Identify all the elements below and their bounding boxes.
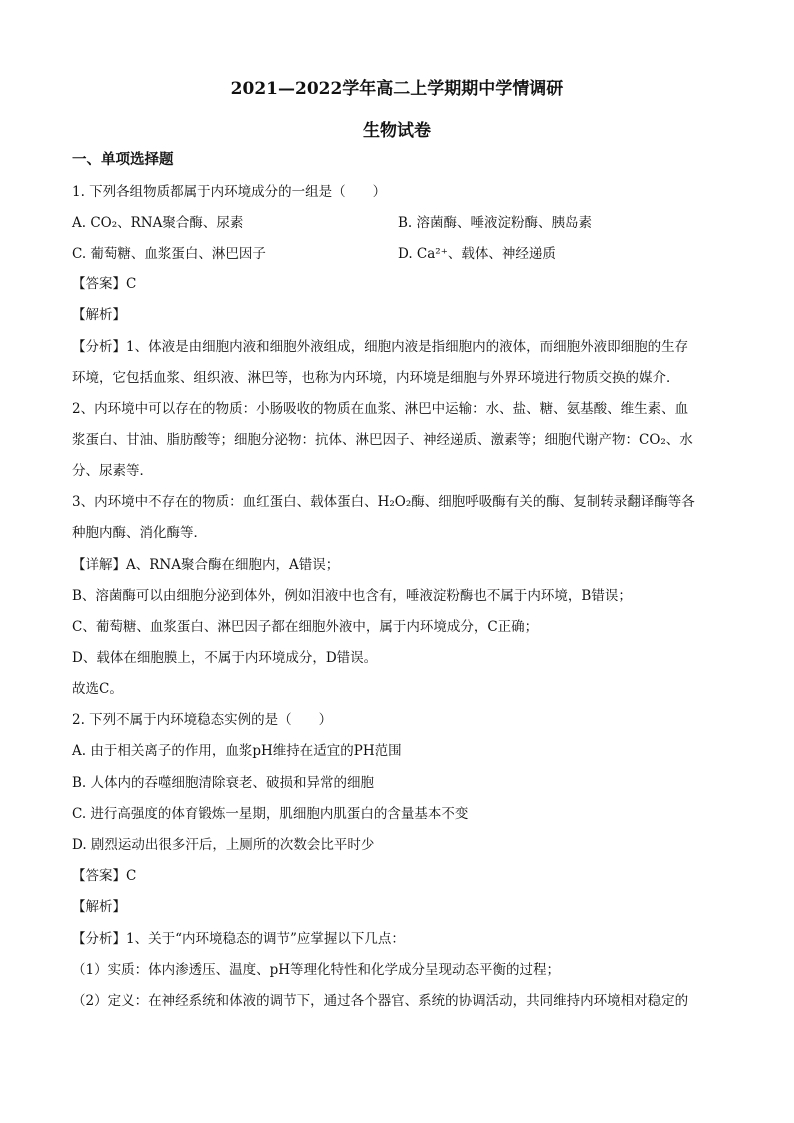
q1-analysis-line: 分、尿素等． — [72, 463, 153, 479]
q1-analysis-line: 种胞内酶、消化酶等． — [72, 525, 207, 541]
q1-option-d: D. Ca²⁺、载体、神经递质 — [398, 246, 556, 262]
q2-option-b: B. 人体内的吞噬细胞清除衰老、破损和异常的细胞 — [72, 775, 375, 791]
exam-subject: 生物试卷 — [363, 121, 431, 141]
q2-option-a: A. 由于相关离子的作用，血浆pH维持在适宜的PH范围 — [72, 743, 402, 759]
exam-title: 2021—2022学年高二上学期期中学情调研 — [230, 79, 564, 99]
q1-analysis-line: 浆蛋白、甘油、脂肪酸等；细胞分泌物：抗体、淋巴因子、神经递质、激素等；细胞代谢产物：CO₂、水 — [72, 432, 693, 448]
q1-option-b: B. 溶菌酶、唾液淀粉酶、胰岛素 — [398, 215, 593, 231]
q1-detail-line: 故选C。 — [72, 681, 123, 697]
q1-detail-line: 【详解】A、RNA聚合酶在细胞内，A错误； — [72, 557, 340, 573]
q1-analysis-line: 2、内环境中可以存在的物质：小肠吸收的物质在血浆、淋巴中运输：水、盐、糖、氨基酸、维生素、血 — [72, 401, 689, 417]
q1-answer: 【答案】C — [72, 276, 137, 292]
q2-stem: 2. 下列不属于内环境稳态实例的是（ ） — [72, 712, 333, 728]
q1-analysis-line: 环境，它包括血浆、组织液、淋巴等，也称为内环境，内环境是细胞与外界环境进行物质交换的媒介． — [72, 370, 680, 386]
q1-analysis-line: 3、内环境中不存在的物质：血红蛋白、载体蛋白、H₂O₂酶、细胞呼吸酶有关的酶、复制转录翻译酶等各 — [72, 494, 695, 510]
q2-analysis-label: 【解析】 — [72, 899, 126, 915]
section-heading: 一、单项选择题 — [72, 151, 174, 168]
q2-answer: 【答案】C — [72, 868, 137, 884]
q1-option-c: C. 葡萄糖、血浆蛋白、淋巴因子 — [72, 246, 266, 262]
q1-option-a: A. CO₂、RNA聚合酶、尿素 — [72, 215, 244, 231]
q1-stem: 1. 下列各组物质都属于内环境成分的一组是（ ） — [72, 184, 387, 200]
q1-detail-line: B、溶菌酶可以由细胞分泌到体外，例如泪液中也含有，唾液淀粉酶也不属于内环境，B错误； — [72, 588, 632, 604]
q2-analysis-line: （2）定义：在神经系统和体液的调节下，通过各个器官、系统的协调活动，共同维持内环境相对稳定的 — [72, 993, 689, 1009]
q1-detail-line: C、葡萄糖、血浆蛋白、淋巴因子都在细胞外液中，属于内环境成分，C正确； — [72, 619, 539, 635]
q2-option-d: D. 剧烈运动出很多汗后，上厕所的次数会比平时少 — [72, 837, 375, 853]
q1-analysis-label: 【解析】 — [72, 307, 126, 323]
q1-analysis-line: 【分析】1、体液是由细胞内液和细胞外液组成，细胞内液是指细胞内的液体，而细胞外液即细胞的生存 — [72, 339, 689, 355]
q1-detail-line: D、载体在细胞膜上，不属于内环境成分，D错误。 — [72, 650, 378, 666]
q2-option-c: C. 进行高强度的体育锻炼一星期，肌细胞内肌蛋白的含量基本不变 — [72, 806, 469, 822]
q2-analysis-line: （1）实质：体内渗透压、温度、pH等理化特性和化学成分呈现动态平衡的过程； — [72, 962, 561, 978]
q2-analysis-line: 【分析】1、关于“内环境稳态的调节”应掌握以下几点： — [72, 931, 405, 947]
